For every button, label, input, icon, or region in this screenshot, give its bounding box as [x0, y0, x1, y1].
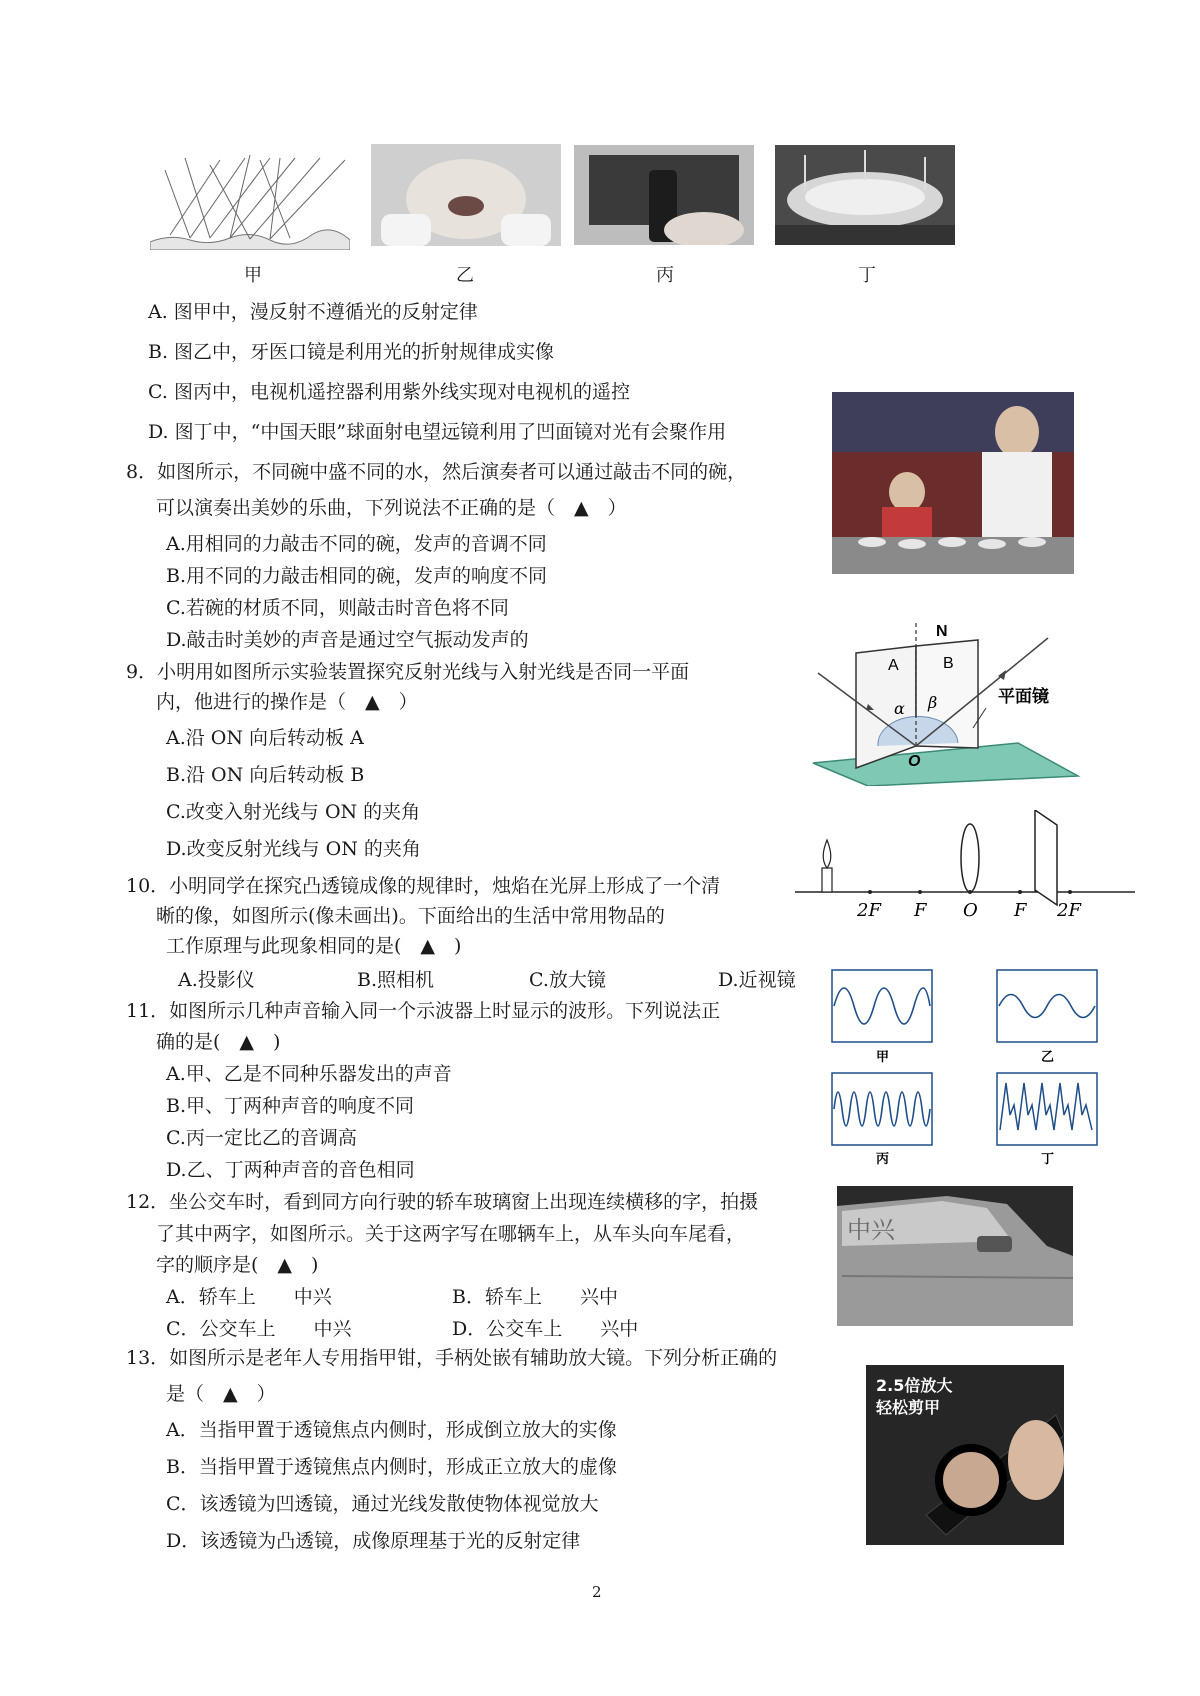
q9-stem-line2: 内，他进行的操作是（ ▲ ） — [156, 691, 418, 713]
fig13-text-line1: 2.5倍放大 — [876, 1376, 953, 1395]
fig11-caption-yi: 乙 — [1041, 1050, 1055, 1065]
q12-stem-line1: 12．坐公交车时，看到同方向行驶的轿车玻璃窗上出现连续横移的字，拍摄 — [126, 1191, 759, 1213]
q10-stem-line2: 晰的像，如图所示(像未画出)。下面给出的生活中常用物品的 — [156, 905, 665, 927]
q7-option-c: C. 图丙中，电视机遥控器利用紫外线实现对电视机的遥控 — [148, 381, 630, 403]
q11-option-b: B.甲、丁两种声音的响度不同 — [166, 1095, 415, 1117]
q11-option-c: C.丙一定比乙的音调高 — [166, 1127, 357, 1149]
q10-option-b: B.照相机 — [357, 969, 435, 991]
q8-stem-line1: 8．如图所示，不同碗中盛不同的水，然后演奏者可以通过敲击不同的碗， — [126, 461, 747, 483]
fig11-caption-ding: 丁 — [1041, 1152, 1055, 1165]
fig9-label-mirror: 平面镜 — [998, 687, 1049, 707]
q12-option-c: C．公交车上 中兴 — [166, 1318, 352, 1340]
fig12-window-text: 中兴 — [847, 1216, 895, 1244]
bowl-music-photo — [832, 392, 1074, 574]
q8-option-d: D.敲击时美妙的声音是通过空气振动发声的 — [166, 629, 529, 651]
page-number: 2 — [592, 1583, 602, 1601]
oscilloscope-waveforms-figure — [824, 965, 1104, 1165]
q13-option-c: C．该透镜为凹透镜，通过光线发散使物体视觉放大 — [166, 1493, 599, 1515]
q9-option-d: D.改变反射光线与 ON 的夹角 — [166, 838, 421, 860]
q8-option-b: B.用不同的力敲击相同的碗，发声的响度不同 — [166, 565, 548, 587]
q12-option-a: A．轿车上 中兴 — [166, 1286, 332, 1308]
caption-yi: 乙 — [456, 265, 474, 286]
q12-stem-line2: 了其中两字，如图所示。关于这两字写在哪辆车上，从车头向车尾看， — [156, 1223, 746, 1245]
q13-option-d: D．该透镜为凸透镜，成像原理基于光的反射定律 — [166, 1530, 581, 1552]
q7-option-a: A. 图甲中，漫反射不遵循光的反射定律 — [148, 301, 478, 323]
fig11-caption-jia: 甲 — [876, 1050, 890, 1065]
dentist-mirror-photo — [371, 144, 561, 246]
q10-stem-line3: 工作原理与此现象相同的是( ▲ ) — [166, 935, 462, 957]
fig13-text-line2: 轻松剪甲 — [876, 1398, 941, 1417]
fig9-label-o: O — [908, 753, 921, 770]
q12-stem-line3: 字的顺序是( ▲ ) — [156, 1254, 319, 1276]
caption-bing: 丙 — [656, 265, 674, 286]
q13-option-a: A．当指甲置于透镜焦点内侧时，形成倒立放大的实像 — [166, 1419, 617, 1441]
caption-ding: 丁 — [858, 265, 876, 286]
q8-option-a: A.用相同的力敲击不同的碗，发声的音调不同 — [166, 533, 547, 555]
fig11-caption-bing: 丙 — [876, 1152, 890, 1165]
fig9-label-a: A — [888, 657, 899, 674]
q9-stem-line1: 9．小明用如图所示实验装置探究反射光线与入射光线是否同一平面 — [126, 661, 690, 683]
q11-stem-line2: 确的是( ▲ ) — [156, 1031, 281, 1053]
diffuse-reflection-figure — [150, 150, 350, 250]
fast-telescope-photo — [775, 145, 955, 245]
q10-option-c: C.放大镜 — [529, 969, 606, 991]
q11-option-a: A.甲、乙是不同种乐器发出的声音 — [166, 1063, 452, 1085]
q8-option-c: C.若碗的材质不同，则敲击时音色将不同 — [166, 597, 509, 619]
fig9-label-n: N — [936, 623, 948, 640]
car-window-photo — [837, 1186, 1073, 1326]
fig10-label-o: O — [963, 900, 978, 921]
fig9-label-beta: β — [928, 693, 938, 712]
q8-stem-line2: 可以演奏出美妙的乐曲，下列说法不正确的是（ ▲ ） — [156, 497, 627, 519]
fig10-label-2f-left: 2F — [857, 900, 881, 921]
fig10-label-f-left: F — [914, 900, 927, 921]
q11-stem-line1: 11．如图所示几种声音输入同一个示波器上时显示的波形。下列说法正 — [126, 1000, 721, 1022]
q11-option-d: D.乙、丁两种声音的音色相同 — [166, 1159, 415, 1181]
q10-stem-line1: 10．小明同学在探究凸透镜成像的规律时，烛焰在光屏上形成了一个清 — [126, 875, 721, 897]
fig10-label-f-right: F — [1014, 900, 1027, 921]
tv-remote-photo — [574, 145, 754, 245]
q9-option-b: B.沿 ON 向后转动板 B — [166, 764, 365, 786]
fig9-label-alpha: α — [894, 699, 905, 718]
q12-option-b: B．轿车上 兴中 — [452, 1286, 618, 1308]
q9-option-c: C.改变入射光线与 ON 的夹角 — [166, 801, 421, 823]
q7-option-b: B. 图乙中，牙医口镜是利用光的折射规律成实像 — [148, 341, 555, 363]
q12-option-d: D．公交车上 兴中 — [452, 1318, 639, 1340]
q7-option-d: D. 图丁中，“中国天眼”球面射电望远镜利用了凹面镜对光有会聚作用 — [148, 421, 727, 443]
q10-option-a: A.投影仪 — [178, 969, 255, 991]
reflection-experiment-figure — [808, 618, 1090, 786]
nail-clipper-photo — [866, 1365, 1064, 1545]
convex-lens-figure — [795, 810, 1135, 925]
q13-stem-line1: 13．如图所示是老年人专用指甲钳，手柄处嵌有辅助放大镜。下列分析正确的 — [126, 1347, 778, 1369]
q9-option-a: A.沿 ON 向后转动板 A — [166, 727, 364, 749]
q10-option-d: D.近视镜 — [718, 969, 796, 991]
fig9-label-b: B — [943, 655, 954, 672]
fig10-label-2f-right: 2F — [1057, 900, 1081, 921]
caption-jia: 甲 — [244, 265, 262, 286]
q13-option-b: B．当指甲置于透镜焦点内侧时，形成正立放大的虚像 — [166, 1456, 617, 1478]
q13-stem-line2: 是（ ▲ ） — [166, 1383, 276, 1405]
